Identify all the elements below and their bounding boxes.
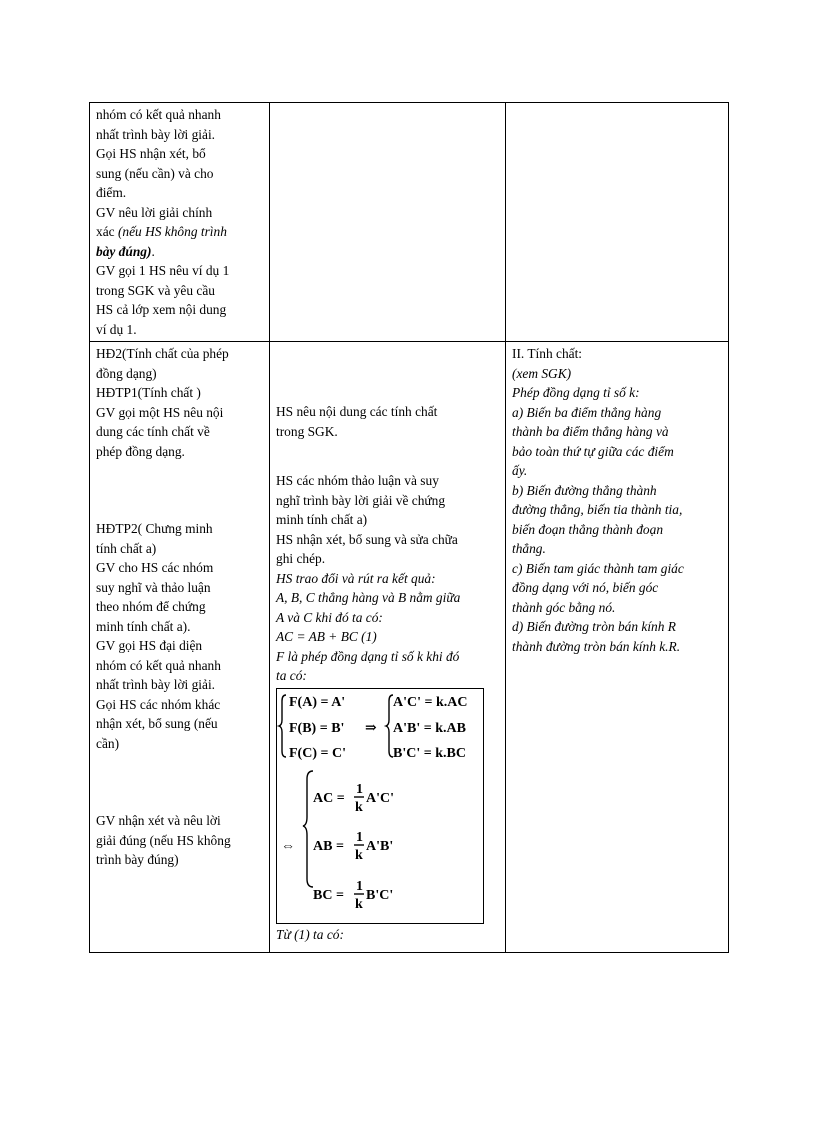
text-line: ghi chép. (276, 551, 326, 566)
text-line: Phép đồng dạng tỉ số k: (512, 385, 640, 400)
text-line: minh tính chất a). (96, 618, 191, 634)
system-brace (303, 771, 313, 887)
fraction-numerator: 1 (356, 829, 363, 845)
text-line: HS cả lớp xem nội dung (96, 302, 227, 317)
section-heading: II. Tính chất: (512, 346, 583, 361)
text-line: trình bày đúng) (96, 852, 179, 867)
formula-term: AB = (313, 838, 344, 854)
text-line: A và C khi đó ta có: (276, 609, 383, 625)
table-row (90, 103, 729, 342)
text-line: bảo toàn thứ tự giữa các điểm (512, 443, 674, 459)
content-cell (506, 342, 729, 953)
fraction-denominator: k (355, 799, 363, 815)
text-line: HS các nhóm thảo luận và suy (276, 473, 439, 488)
italic-fragment: bày đúng) (96, 243, 152, 259)
formula-term: A'B' = k.AB (393, 720, 466, 736)
text-line: thành ba điểm thẳng hàng và (512, 424, 669, 439)
formula-term: F(A) = A' (289, 694, 346, 710)
text-line: Gọi HS các nhóm khác (96, 696, 221, 712)
text-line (96, 222, 263, 242)
text-line: theo nhóm để chứng (96, 599, 206, 614)
text-line: thẳng. (512, 541, 546, 556)
text-line: trong SGK và yêu cầu (96, 282, 215, 298)
teacher-activity-cell (90, 342, 270, 953)
text-line: thành đường tròn bán kính k.R. (512, 638, 681, 654)
lesson-table (89, 102, 729, 953)
formula-term: A'C' (366, 790, 394, 806)
formula-term: BC = (313, 887, 344, 903)
right-brace (386, 695, 393, 757)
text-line: phép đồng dạng. (96, 443, 185, 459)
text-line: GV nêu lời giải chính (96, 204, 213, 220)
formula-term: A'B' (366, 838, 394, 854)
fraction-numerator: 1 (356, 781, 363, 797)
text-line: HS nêu nội dung các tính chất (276, 404, 438, 419)
text-line: nghĩ trình bày lời giải về chứng (276, 492, 446, 508)
text-line (96, 242, 263, 262)
text-line: HS trao đổi và rút ra kết quả: (276, 570, 436, 586)
text-line: nhận xét, bổ sung (nếu (96, 716, 218, 731)
text-line: đường thẳng, biến tia thành tia, (512, 502, 683, 517)
text-line: Từ (1) ta có: (276, 926, 344, 942)
text-line: AC = AB + BC (1) (276, 629, 377, 644)
text-line: giải đúng (nếu HS không (96, 832, 231, 848)
formula-term: A'C' = k.AC (393, 694, 468, 710)
formula-term: F(B) = B' (289, 720, 345, 736)
left-brace (279, 695, 286, 757)
table-row (90, 342, 729, 953)
text-line: ấy. (512, 463, 528, 478)
text-line: tính chất a) (96, 540, 157, 556)
text-line: nhất trình bày lời giải. (96, 677, 216, 692)
text-line: HS nhận xét, bổ sung và sửa chữa (276, 531, 458, 547)
fraction-denominator: k (355, 847, 363, 863)
text-line: thành góc bằng nó. (512, 599, 616, 615)
teacher-activity-cell (90, 103, 270, 342)
text-line: đồng dạng với nó, biến góc (512, 580, 659, 595)
text-line: Gọi HS nhận xét, bổ (96, 146, 206, 161)
formula-graphic (277, 689, 483, 923)
text-line: HĐTP1(Tính chất ) (96, 385, 201, 400)
fraction-numerator: 1 (356, 878, 363, 894)
text-line: biến đoạn thẳng thành đoạn (512, 521, 664, 537)
fraction-denominator: k (355, 896, 363, 912)
iff-symbol: ⇔ (281, 838, 295, 854)
text-line: GV gọi HS đại diện (96, 638, 203, 653)
text-line: điểm. (96, 185, 127, 200)
text-line: trong SGK. (276, 423, 338, 439)
text-fragment: . (151, 243, 155, 259)
text-line: minh tính chất a) (276, 512, 368, 527)
italic-fragment: (nếu HS không trình (117, 224, 227, 239)
implies-symbol: ⇒ (365, 720, 377, 736)
formula-term: B'C' = k.BC (393, 745, 466, 761)
text-line: nhóm có kết quả nhanh (96, 107, 221, 122)
formula-term: AC = (313, 790, 345, 806)
text-line: HĐTP2( Chưng minh (96, 521, 213, 536)
text-line: GV cho HS các nhóm (96, 560, 214, 575)
text-line: A, B, C thẳng hàng và B nằm giữa (276, 590, 461, 605)
text-line: ta có: (276, 668, 307, 683)
text-line: suy nghĩ và thảo luận (96, 579, 211, 595)
text-line: nhóm có kết quả nhanh (96, 657, 221, 673)
text-line: HĐ2(Tính chất của phép (96, 346, 229, 361)
text-line: đồng dạng) (96, 365, 157, 381)
text-line: dung các tính chất về (96, 424, 210, 439)
student-activity-cell (270, 342, 506, 953)
text-line: d) Biến đường tròn bán kính R (512, 619, 676, 634)
text-line: GV nhận xét và nêu lời (96, 813, 221, 828)
text-line: (xem SGK) (512, 365, 572, 381)
text-line: a) Biến ba điểm thẳng hàng (512, 404, 662, 420)
text-line: F là phép đồng dạng tỉ số k khi đó (276, 648, 460, 664)
text-line: sung (nếu cần) và cho (96, 165, 214, 181)
text-line: c) Biến tam giác thành tam giác (512, 560, 684, 576)
content-cell (506, 103, 729, 342)
formula-term: F(C) = C' (289, 745, 346, 761)
text-line: GV gọi một HS nêu nội (96, 404, 224, 420)
text-line: nhất trình bày lời giải. (96, 126, 216, 142)
text-line: ví dụ 1. (96, 321, 137, 337)
text-line: GV gọi 1 HS nêu ví dụ 1 (96, 263, 230, 278)
student-activity-cell (270, 103, 506, 342)
text-line: cần) (96, 735, 120, 751)
text-fragment: xác (96, 224, 118, 239)
formula-term: B'C' (366, 887, 394, 903)
formula-box (276, 688, 484, 924)
text-line: b) Biến đường thẳng thành (512, 482, 657, 498)
